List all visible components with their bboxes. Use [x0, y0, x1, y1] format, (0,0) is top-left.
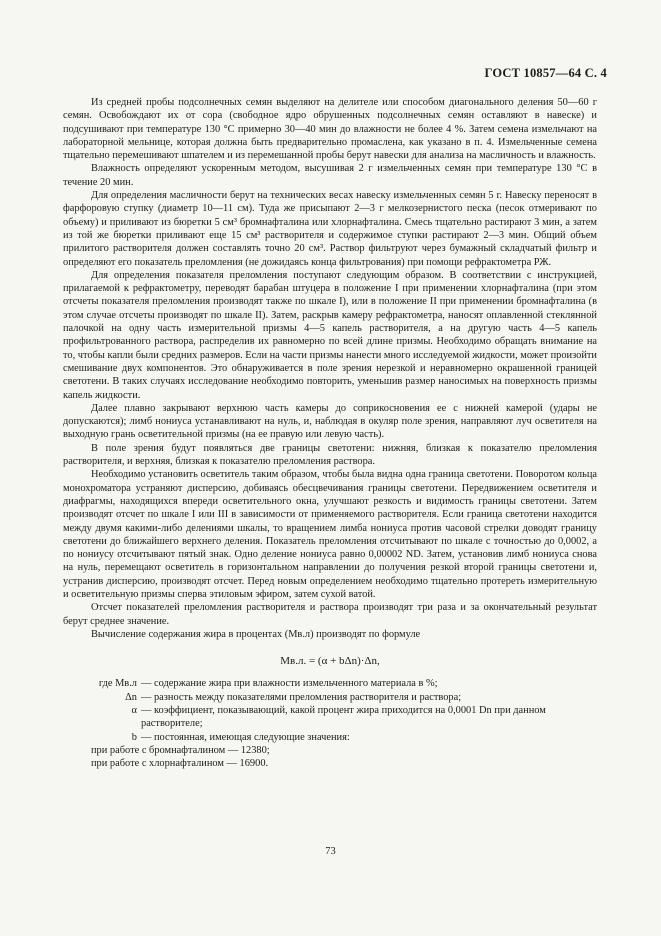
definition-row: [63, 704, 597, 731]
running-header: ГОСТ 10857—64 С. 4: [484, 66, 607, 80]
paragraph: В поле зрения будут появляться две границы светотени: нижняя, близкая к показателю преломления растворителя, и верхняя, близкая к показателю преломления раствора.: [63, 442, 597, 468]
definition-text: — коэффициент, показывающий, какой процент жира приходится на 0,0001 Dn при данном растворителе;: [141, 705, 546, 730]
definition-row: [63, 691, 597, 704]
definition-symbol: Δn: [125, 691, 137, 703]
constant-value-chloro: при работе с хлорнафталином — 16900.: [91, 758, 269, 770]
page-number: 73: [325, 846, 336, 857]
paragraph: Отсчет показателей преломления растворителя и раствора производят три раза и за окончательный результат берут среднее значение.: [63, 602, 597, 627]
formula-definitions: [63, 677, 597, 770]
definition-row: [63, 677, 597, 690]
constant-value-bromo: при работе с бромнафталином — 12380;: [91, 744, 270, 756]
document-body: [63, 96, 597, 771]
definition-symbol: b: [131, 731, 137, 743]
paragraph: Далее плавно закрывают верхнюю часть камеры до соприкосновения ее с нижней камерой (удары не допускаются); лимб нониуса устанавливают на нуль, и, наблюдая в окуляр поле зрения, направляют луч осветителя на выходную грань осветительной призмы (на ее правую или левую часть).: [63, 402, 597, 441]
paragraph: Для определения показателя преломления поступают следующим образом. В соответствии с инструкцией, прилагаемой к рефрактометру, переводят барабан штуцера в положение I при применении хлорнафталина (при этом отсчеты показателя преломления производят также по шкале I), или в положение II при применении бромнафталина (в этом случае отсчеты производят по шкале II). Затем, раскрыв камеру рефрактометра, наносят оплавленной стеклянной палочкой на одну часть измерительной призмы 4—5 капель растворителя, а на другую часть 4—5 капель профильтрованного раствора, распределив их равномерно по всей длине призмы. Необходимо обращать внимание на то, чтобы капли были средних размеров. Если на части призмы нанести много исследуемой жидкости, может произойти смешивание двух компонентов. Это обнаруживается в поле зрения нерезкой и неравномерно окрашенной границей светотени. В таких случаях исследование необходимо повторить, уменьшив размер наносимых на поверхность призмы капель жидкости.: [63, 269, 597, 401]
paragraph: Для определения масличности берут на технических весах навеску измельченных семян 5 г. Навеску переносят в фарфоровую ступку (диаметр 10—11 см). Туда же присыпают 2—3 г мелкозернистого песка (песок отмеривают по объему) и приливают из бюретки 5 см³ бромнафталина или хлорнафталина. Смесь тщательно растирают 3 мин, а затем из той же бюретки приливают еще 15 см³ растворителя и содержимое ступки растирают 2—3 мин. Общий объем прилитого растворителя должен составлять точно 20 см³. Раствор фильтруют через бумажный складчатый фильтр и определяют его показатель преломления (не дожидаясь конца фильтрования) при помощи рефрактометра РЖ.: [63, 190, 597, 268]
definition-symbol: где Mв.л: [98, 678, 137, 690]
definition-text: — содержание жира при влажности измельченного материала в %;: [141, 678, 438, 690]
definition-text: — разность между показателями преломления растворителя и раствора;: [141, 691, 462, 703]
formula-intro: Вычисление содержания жира в процентах (Mв.л) производят по формуле: [91, 628, 421, 640]
paragraph: Из средней пробы подсолнечных семян выделяют на делителе или способом диагонального деления 50—60 г семян. Освобождают их от сора (свободное ядро обрушенных подсолнечных семян оставляют в навеске) и подсушивают при температуре 130 °С примерно 30—40 мин до влажности не более 4 %. Затем семена измельчают на лабораторной мельнице, которая должна быть предварительно промаслена, как указано в п. 4. Измельченные семена тщательно перемешивают шпателем и из перемешанной пробы берут навески для анализа на масличность и влажность.: [63, 97, 597, 162]
definition-symbol: α: [131, 705, 137, 717]
paragraph: Необходимо установить осветитель таким образом, чтобы была видна одна граница светотени. Поворотом кольца монохроматора устраняют дисперсию, добиваясь обесцвечивания границы светотени. Передвижением осветителя и диафрагмы, находящихся впереди осветительного окна, улучшают резкость и видимость границы светотени. Затем производят отсчет по шкале I или III в зависимости от применяемого растворителя. Если граница светотени находится между двумя какими-либо делениями шкалы, то вращением лимба нониуса против часовой стрелки доводят границу светотени до ближайшего верхнего деления. Показатель преломления отсчитывают по шкале с точностью до 0,0002, а по нониусу отсчитывают пятый знак. Одно деление нониуса равно 0,00002 ND. Затем, установив лимб нониуса снова на нуль, перемещают осветитель в горизонтальном направлении до получения резкой второй границы светотени и, устранив дисперсию, производят отсчет. Перед новым определением необходимо тщательно протереть измерительную и осветительную призмы сперва этиловым эфиром, затем сухой ватой.: [63, 469, 597, 600]
paragraph: Влажность определяют ускоренным методом, высушивая 2 г измельченных семян при температуре 130 °С в течение 20 мин.: [63, 163, 597, 188]
definition-row: [63, 731, 597, 744]
fat-content-formula: Mв.л. = (α + bΔn)·Δn,: [280, 655, 380, 668]
definition-text: — постоянная, имеющая следующие значения:: [141, 731, 350, 743]
